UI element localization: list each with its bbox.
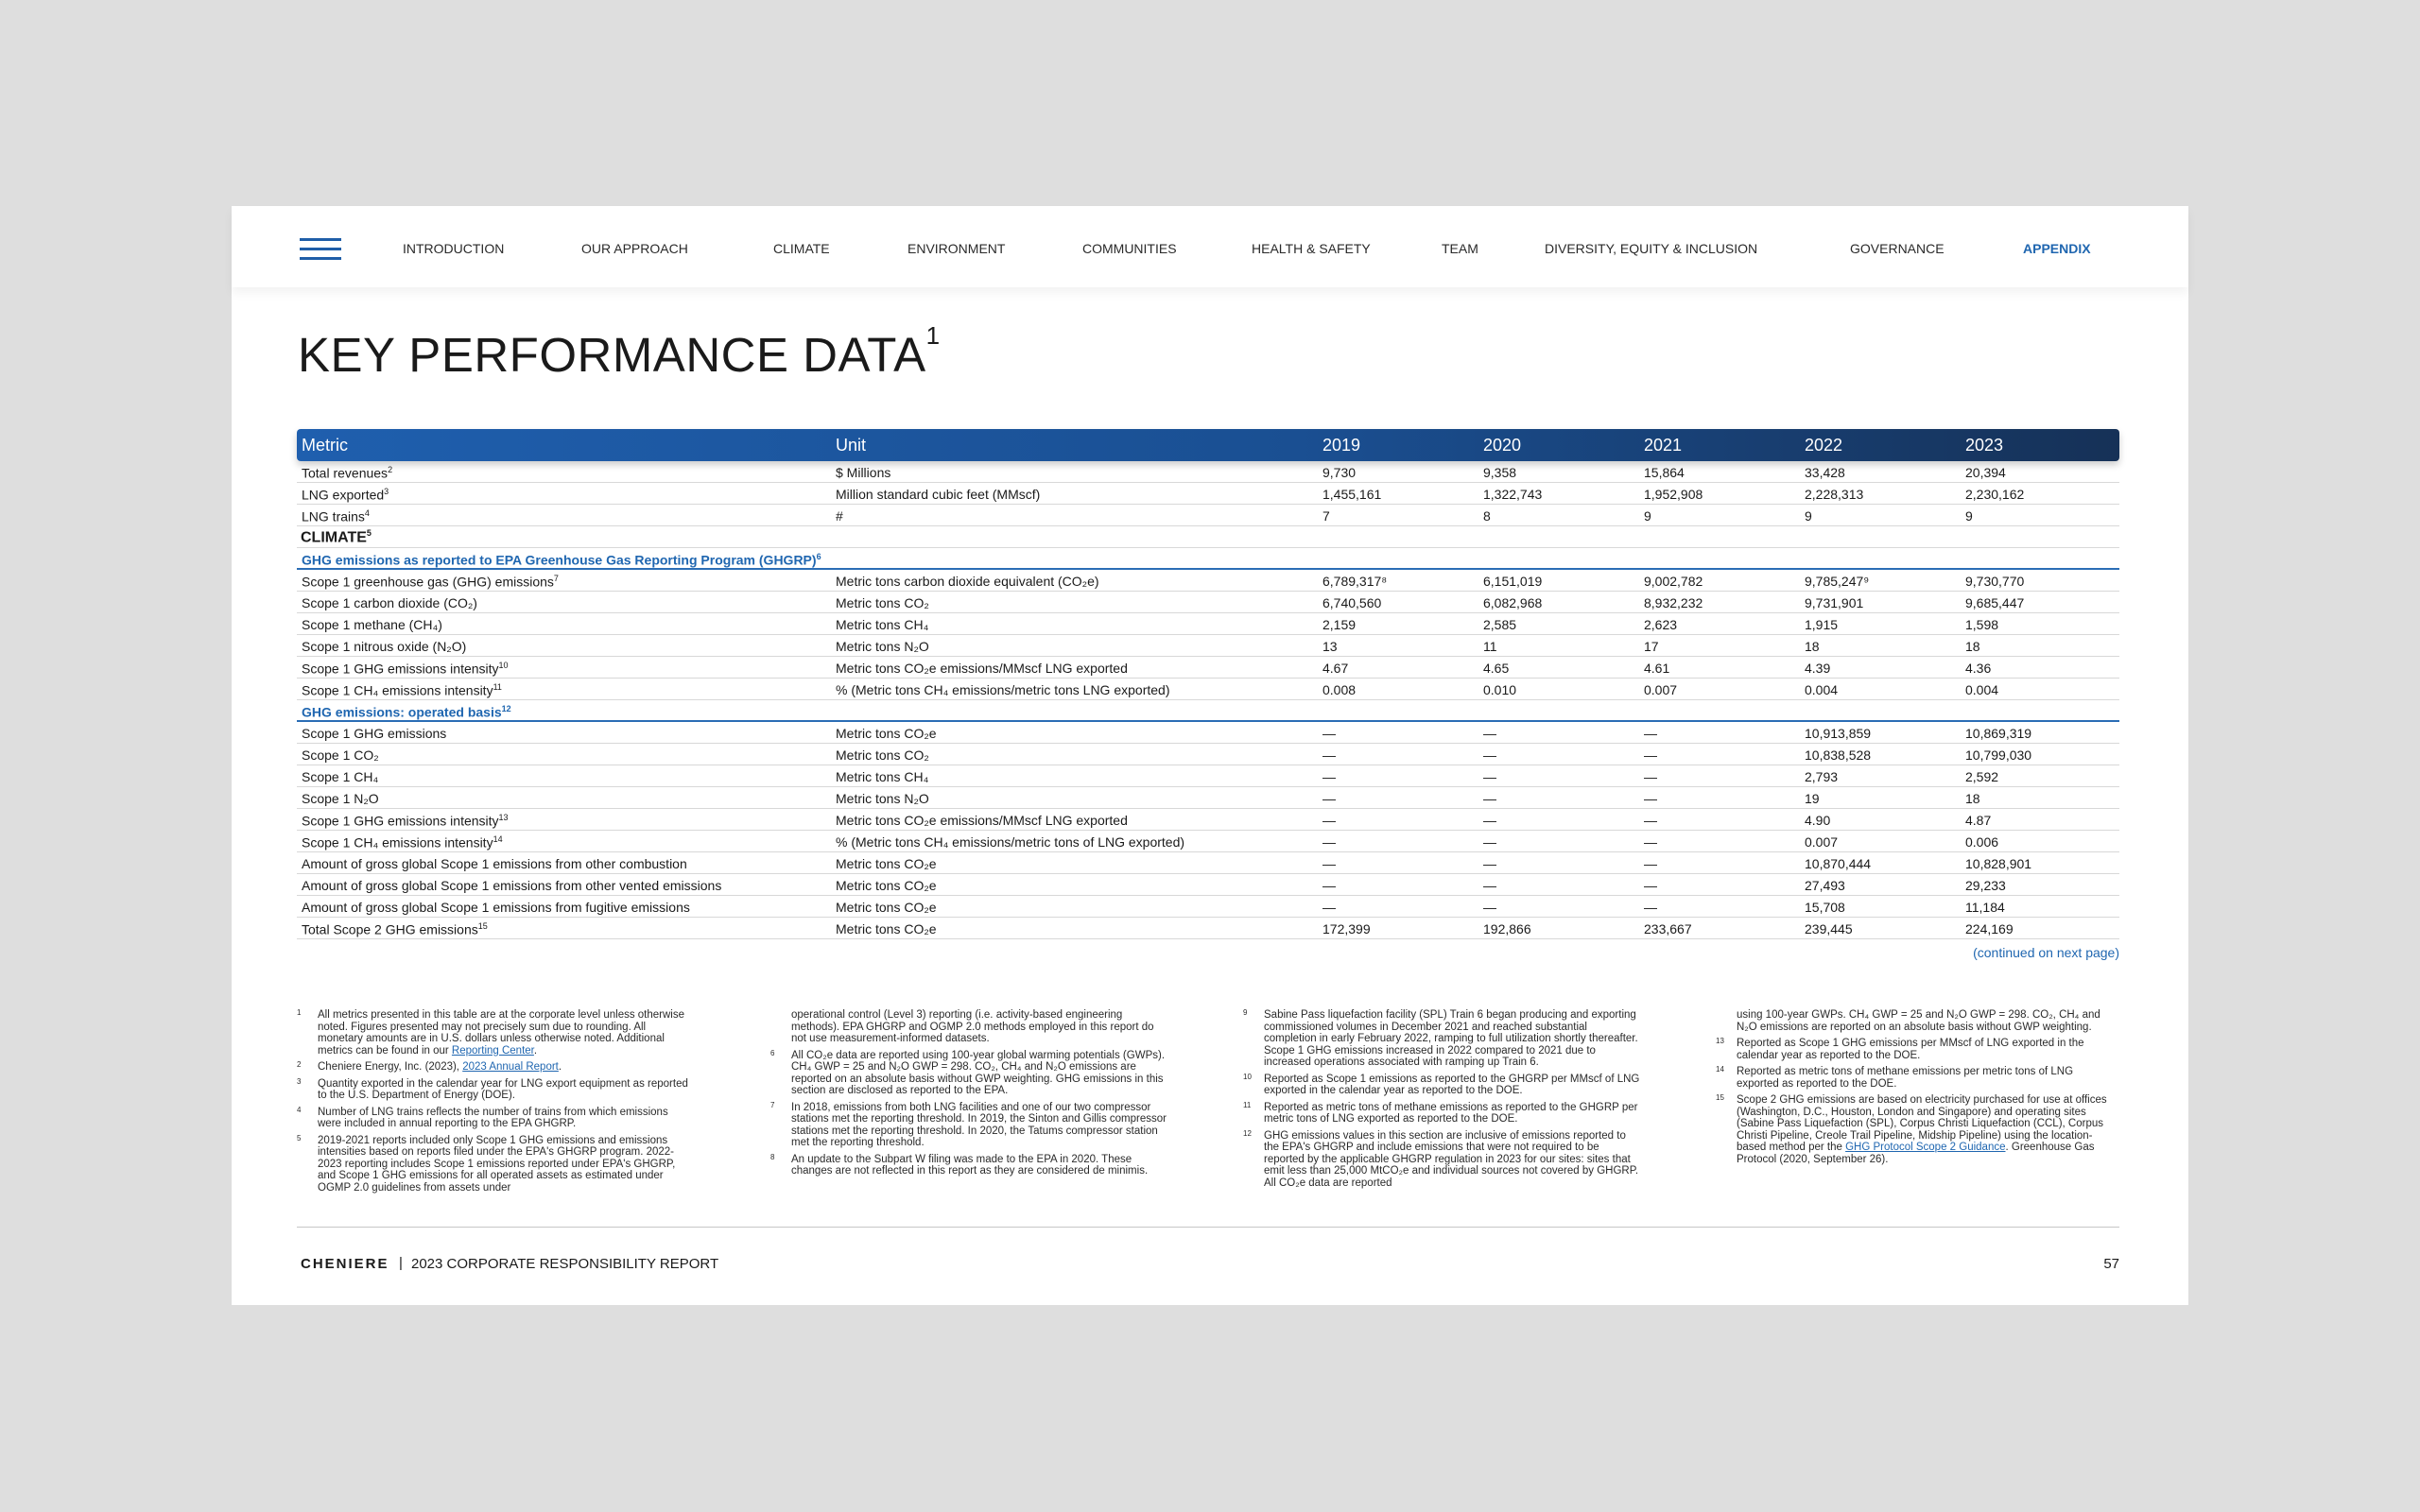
continued-note: (continued on next page) [1973,945,2119,960]
metric-cell [302,791,379,806]
footnote-text: Reported as Scope 1 GHG emissions per MMscf of LNG exported in the calendar year as reported to the DOE. [1737,1038,2084,1061]
metric-label: Amount of gross global Scope 1 emissions from other vented emissions [302,878,722,893]
value-cell: 6,740,560 [1322,595,1382,610]
value-cell: — [1322,747,1336,763]
page-title-footnote: 1 [925,321,941,350]
value-cell: 224,169 [1965,921,2014,936]
value-cell: — [1322,878,1336,893]
footnote [297,1107,694,1130]
metric-label: Total revenues [302,465,389,481]
value-cell: — [1644,726,1657,741]
value-cell: — [1322,791,1336,806]
value-cell: — [1322,769,1336,784]
nav-introduction[interactable]: INTRODUCTION [403,241,505,256]
value-cell: 11 [1483,639,1497,654]
value-cell: 9 [1805,508,1812,524]
subsection-ghgrp [297,548,2119,570]
nav-appendix[interactable]: APPENDIX [2023,241,2091,256]
value-cell: — [1644,856,1657,871]
footnote [770,1050,1167,1097]
metric-cell [302,682,502,698]
value-cell: — [1322,726,1336,741]
subsection-operated-basis [297,700,2119,722]
unit-cell: Metric tons CO₂e [836,900,937,915]
value-cell: 9 [1965,508,1973,524]
nav-our-approach[interactable]: OUR APPROACH [581,241,688,256]
table-row [297,483,2119,505]
table-row [297,657,2119,679]
value-cell: 13 [1322,639,1338,654]
metric-cell [302,617,442,632]
metric-label: LNG exported [302,487,385,503]
value-cell: 0.007 [1805,834,1839,850]
unit-cell: Metric tons CO₂e [836,878,937,893]
metric-footnote: 13 [498,813,509,822]
footnote-text: GHG emissions values in this section are inclusive of emissions reported to the EPA's GHGRP and include emissions that were not required to be reported by the applicable GHGRP regulation in 2023 for our sites: sites that emit less than 25,000 MtCO₂e and individual sources not covered by GHGRP. All CO₂e data are reported [1264,1129,1639,1189]
table-row [297,570,2119,592]
metric-cell [302,900,690,915]
footnote [297,1078,694,1102]
footnote [770,1154,1167,1177]
value-cell: — [1644,791,1657,806]
value-cell: — [1322,813,1336,828]
value-cell: 10,870,444 [1805,856,1872,871]
table-row [297,505,2119,526]
footnote-link[interactable]: Reporting Center [451,1044,534,1057]
footnote-number: 9 [1243,1008,1248,1017]
footnote-text: operational control (Level 3) reporting (i.e. activity-based engineering methods). EPA GHGRP and OGMP 2.0 methods employed in this report do not use measurement-informed datasets. [791,1009,1154,1044]
footnote [1716,1009,2113,1033]
metric-cell [302,878,721,893]
table-row [297,592,2119,613]
table-row [297,461,2119,483]
table-row [297,765,2119,787]
footer-separator: | [399,1255,403,1271]
footnote [770,1009,1167,1045]
value-cell: — [1483,769,1496,784]
value-cell: — [1644,769,1657,784]
value-cell: 6,082,968 [1483,595,1543,610]
value-cell: — [1644,813,1657,828]
footnotes-column-4 [1716,1009,2113,1170]
metric-label: Scope 1 GHG emissions [302,726,447,741]
footnote-number: 13 [1716,1037,1724,1045]
footnote-text: In 2018, emissions from both LNG facilities and one of our two compressor stations met the reporting threshold. In 2019, the Sinton and Gillis compressor stations met the reporting threshold. In 2020, the Tatums compressor station met the reporting threshold. [791,1101,1167,1148]
value-cell: — [1644,878,1657,893]
table-row [297,679,2119,700]
value-cell: — [1644,747,1657,763]
metric-cell [302,595,477,610]
table-row [297,831,2119,852]
footnote-text: Number of LNG trains reflects the number of trains from which emissions were included in annual reporting to the EPA GHGRP. [318,1106,668,1129]
value-cell: 10,838,528 [1805,747,1872,763]
unit-cell: Million standard cubic feet (MMscf) [836,487,1041,502]
footnote-text: An update to the Subpart W filing was made to the EPA in 2020. These changes are not reflected in this report as they are considered de minimis. [791,1153,1149,1177]
metric-cell [302,726,446,741]
metric-footnote: 4 [364,508,370,518]
table-row [297,635,2119,657]
value-cell: 2,623 [1644,617,1678,632]
footnote-text-end: . [533,1044,538,1057]
footnote-link[interactable]: GHG Protocol Scope 2 Guidance [1845,1142,2006,1153]
header-2020: 2020 [1483,436,1522,455]
value-cell: — [1483,856,1496,871]
metric-label: Scope 1 GHG emissions intensity [302,813,499,829]
value-cell: — [1483,878,1496,893]
metric-cell [302,769,378,784]
footnote [1716,1094,2113,1165]
footnote-number: 1 [297,1008,302,1017]
header-2021: 2021 [1644,436,1683,455]
section-climate [297,526,2119,548]
value-cell: — [1483,900,1496,915]
kpi-table [297,429,2119,964]
value-cell: 4.87 [1965,813,1992,828]
metric-footnote: 7 [553,574,559,583]
value-cell: — [1322,856,1336,871]
unit-cell: Metric tons carbon dioxide equivalent (CO₂e) [836,574,1099,589]
metric-cell [302,747,379,763]
section-title: CLIMATE [301,529,367,546]
metric-cell [302,465,392,481]
unit-cell: Metric tons CO₂e [836,726,937,741]
page-title [298,321,941,383]
footnote-link[interactable]: 2023 Annual Report [462,1061,559,1073]
footnotes-column-2 [770,1009,1167,1182]
footnote-number: 11 [1243,1100,1252,1109]
value-cell: 10,828,901 [1965,856,2032,871]
footnote-number: 5 [297,1133,302,1143]
value-cell: 19 [1805,791,1820,806]
footnote-number: 7 [770,1100,775,1109]
value-cell: 18 [1965,791,1980,806]
unit-cell: $ Millions [836,465,891,480]
report-name: 2023 CORPORATE RESPONSIBILITY REPORT [411,1256,719,1272]
top-rows [297,461,2119,526]
subsection-footnote: 12 [501,704,511,713]
value-cell: — [1483,834,1496,850]
footnote-number: 6 [770,1048,775,1057]
section-footnote: 5 [366,528,372,538]
nav-climate[interactable]: CLIMATE [773,241,830,256]
value-cell: 2,592 [1965,769,1999,784]
metric-cell [302,834,503,850]
unit-cell: Metric tons CO₂e [836,856,937,871]
metric-label: Scope 1 CH₄ emissions intensity [302,682,493,698]
footnote-text: Cheniere Energy, Inc. (2023), [318,1061,463,1073]
value-cell: — [1322,834,1336,850]
value-cell: — [1483,813,1496,828]
footer-divider [297,1227,2119,1228]
nav-environment[interactable]: ENVIRONMENT [908,241,1006,256]
value-cell: 18 [1965,639,1980,654]
metric-cell [302,574,559,590]
value-cell: 2,159 [1322,617,1357,632]
value-cell: 29,233 [1965,878,2006,893]
value-cell: 0.004 [1965,682,1999,697]
footnote-text: Reported as metric tons of methane emissions as reported to the GHGRP per metric tons of LNG exported as reported to the DOE. [1264,1101,1638,1125]
nav-governance[interactable]: GOVERNANCE [1850,241,1945,256]
metric-label: Scope 1 CH₄ [302,769,379,784]
nav-diversity-equity-inclusion[interactable]: DIVERSITY, EQUITY & INCLUSION [1545,241,1758,256]
metric-cell [302,661,509,677]
unit-cell: % (Metric tons CH₄ emissions/metric tons of LNG exported) [836,834,1185,850]
value-cell: 9,685,447 [1965,595,2025,610]
value-cell: 2,793 [1805,769,1839,784]
unit-cell: Metric tons CH₄ [836,769,929,784]
footnote-text: 2019-2021 reports included only Scope 1 GHG emissions and emissions intensities based on reports filed under the EPA's GHGRP program. 2022-2023 reporting includes Scope 1 emissions reported under EPA's GHGRP, and Scope 1 GHG emissions for all operated assets as estimated under OGMP 2.0 guidelines from assets under [318,1134,676,1194]
table-row [297,809,2119,831]
ghgrp-rows [297,570,2119,700]
footnote-text: All metrics presented in this table are at the corporate level unless otherwise noted. Figures presented may not precisely sum due to rounding. All monetary amounts are in U.S. dollars unless otherwise noted. Additional metrics can be found in our [318,1009,685,1057]
value-cell: 8 [1483,508,1491,524]
value-cell: 0.004 [1805,682,1839,697]
unit-cell: Metric tons CO₂ [836,747,929,763]
footnote [1243,1074,1640,1097]
value-cell: 20,394 [1965,465,2006,480]
value-cell: 192,866 [1483,921,1531,936]
value-cell: 172,399 [1322,921,1371,936]
value-cell: 33,428 [1805,465,1845,480]
value-cell: 17 [1644,639,1659,654]
value-cell: 2,230,162 [1965,487,2025,502]
report-page [232,206,2188,1305]
value-cell: 6,151,019 [1483,574,1543,589]
value-cell: 1,598 [1965,617,1999,632]
footnote-number: 14 [1716,1065,1724,1074]
footnote-number: 2 [297,1060,302,1069]
value-cell: 9 [1644,508,1651,524]
footnote-text-end: . [558,1061,562,1073]
table-row [297,722,2119,744]
table-header [297,429,2119,461]
metric-label: Scope 1 GHG emissions intensity [302,661,499,677]
value-cell: 4.90 [1805,813,1831,828]
metric-label: Total Scope 2 GHG emissions [302,921,478,937]
value-cell: 9,730 [1322,465,1357,480]
value-cell: — [1483,726,1496,741]
value-cell: 9,002,782 [1644,574,1703,589]
value-cell: 4.67 [1322,661,1349,676]
value-cell: 10,869,319 [1965,726,2032,741]
footnote [1716,1066,2113,1090]
table-row [297,896,2119,918]
footnote-text: Scope 2 GHG emissions are based on electricity purchased for use at offices (Washington, D.C., Houston, London and Singapore) and operating sites (Sabine Pass Liquefaction (SPL), Corpus Christi Liquefaction (CCL), Corpus Christi Pipeline, Creole Trail Pipeline, Midship Pipeline) using the location-based method per the [1737,1094,2107,1153]
metric-cell [302,856,687,871]
value-cell: 8,932,232 [1644,595,1703,610]
unit-cell: Metric tons CO₂e emissions/MMscf LNG exported [836,813,1128,828]
value-cell: 6,789,317⁸ [1322,574,1388,589]
table-row [297,874,2119,896]
page-title-text: KEY PERFORMANCE DATA [298,328,926,382]
footnote [1243,1130,1640,1190]
unit-cell: Metric tons CO₂ [836,595,929,610]
page-number: 57 [2103,1256,2119,1272]
table-row [297,613,2119,635]
metric-label: Scope 1 nitrous oxide (N₂O) [302,639,467,654]
metric-label: Scope 1 carbon dioxide (CO₂) [302,595,477,610]
top-navigation [232,206,2188,287]
subsection-title: GHG emissions: operated basis [302,704,502,720]
footnote-text: All CO₂e data are reported using 100-year global warming potentials (GWPs). CH₄ GWP = 25 and N₂O GWP = 298. CO₂, CH₄ and N₂O emissions are reported on an absolute basis without GWP weighting. GHG emissions in this section are disclosed as reported to the EPA. [791,1049,1166,1096]
footnote-text: Quantity exported in the calendar year for LNG export equipment as reported to the U.S. Department of Energy (DOE). [318,1077,688,1101]
nav-health-safety[interactable]: HEALTH & SAFETY [1252,241,1371,256]
value-cell: 1,915 [1805,617,1839,632]
value-cell: 9,730,770 [1965,574,2025,589]
subsection-title: GHG emissions as reported to EPA Greenhouse Gas Reporting Program (GHGRP) [302,552,817,568]
metric-cell [302,813,509,829]
value-cell: 233,667 [1644,921,1692,936]
metric-label: Scope 1 CH₄ emissions intensity [302,834,493,850]
value-cell: 11,184 [1965,900,2005,915]
value-cell: — [1644,900,1657,915]
unit-cell: Metric tons N₂O [836,639,929,654]
value-cell: — [1483,747,1496,763]
metric-label: Scope 1 methane (CH₄) [302,617,442,632]
value-cell: 239,445 [1805,921,1853,936]
hamburger-menu-icon[interactable] [300,238,341,263]
footnote [770,1102,1167,1149]
value-cell: 15,708 [1805,900,1845,915]
value-cell: 9,785,247⁹ [1805,574,1870,589]
value-cell: 4.36 [1965,661,1992,676]
footnote-text: using 100-year GWPs. CH₄ GWP = 25 and N₂O GWP = 298. CO₂, CH₄ and N₂O emissions are reported on an absolute basis without GWP weighting. [1737,1009,2100,1033]
metric-label: Amount of gross global Scope 1 emissions from fugitive emissions [302,900,690,915]
footnote [1243,1009,1640,1069]
value-cell: 1,952,908 [1644,487,1703,502]
unit-cell: Metric tons CO₂e emissions/MMscf LNG exported [836,661,1128,676]
value-cell: 2,228,313 [1805,487,1864,502]
table-row [297,918,2119,939]
footnote-text: Reported as Scope 1 emissions as reported to the GHGRP per MMscf of LNG exported in the calendar year as reported to the DOE. [1264,1073,1640,1096]
metric-cell [302,487,389,503]
value-cell: 9,358 [1483,465,1517,480]
header-2022: 2022 [1805,436,1843,455]
footnotes-column-3 [1243,1009,1640,1194]
unit-cell: Metric tons CH₄ [836,617,929,632]
value-cell: 15,864 [1644,465,1685,480]
metric-footnote: 10 [498,661,509,670]
footnote [297,1061,694,1074]
metric-footnote: 14 [493,834,503,844]
footnote [1243,1102,1640,1125]
metric-label: Scope 1 greenhouse gas (GHG) emissions [302,574,554,590]
metric-label: Scope 1 CO₂ [302,747,379,763]
value-cell: 10,799,030 [1965,747,2032,763]
value-cell: 0.008 [1322,682,1357,697]
brand-logo: CHENIERE [301,1256,389,1272]
metric-label: Scope 1 N₂O [302,791,379,806]
footnote-number: 3 [297,1076,302,1086]
metric-cell [302,508,370,524]
metric-label: LNG trains [302,508,365,524]
metric-footnote: 3 [384,487,389,496]
value-cell: 10,913,859 [1805,726,1872,741]
value-cell: — [1644,834,1657,850]
subsection-footnote: 6 [816,552,821,561]
nav-communities[interactable]: COMMUNITIES [1082,241,1177,256]
value-cell: 4.61 [1644,661,1670,676]
unit-cell: Metric tons N₂O [836,791,929,806]
value-cell: 1,455,161 [1322,487,1382,502]
metric-cell [302,921,488,937]
nav-team[interactable]: TEAM [1442,241,1478,256]
metric-footnote: 11 [493,682,502,692]
value-cell: 1,322,743 [1483,487,1543,502]
unit-cell: Metric tons CO₂e [836,921,937,936]
footnote-text: Sabine Pass liquefaction facility (SPL) Train 6 began producing and exporting commissioned volumes in December 2021 and reached substantial completion in early February 2022, ramping to full utilization shortly thereafter. Scope 1 GHG emissions increased in 2022 compared to 2021 due to increased operations associated with ramping up Train 6. [1264,1009,1638,1068]
table-row [297,744,2119,765]
value-cell: 27,493 [1805,878,1845,893]
value-cell: — [1322,900,1336,915]
footnote-number: 4 [297,1105,302,1114]
unit-cell: # [836,508,843,524]
footnote-number: 10 [1243,1072,1252,1081]
metric-label: Amount of gross global Scope 1 emissions from other combustion [302,856,687,871]
footnote-number: 8 [770,1152,775,1161]
footnote-number: 12 [1243,1128,1252,1138]
header-metric: Metric [302,436,348,455]
value-cell: 0.010 [1483,682,1517,697]
value-cell: 4.65 [1483,661,1510,676]
footnote-number: 15 [1716,1093,1724,1102]
value-cell: 2,585 [1483,617,1517,632]
footnote-text: Reported as metric tons of methane emissions per metric tons of LNG exported as reported to the DOE. [1737,1066,2074,1090]
operated-basis-rows [297,722,2119,939]
value-cell: — [1483,791,1496,806]
metric-footnote: 2 [388,465,393,474]
header-2019: 2019 [1322,436,1361,455]
value-cell: 4.39 [1805,661,1831,676]
metric-footnote: 15 [477,921,488,931]
footnote [1716,1038,2113,1061]
value-cell: 9,731,901 [1805,595,1864,610]
value-cell: 0.006 [1965,834,1999,850]
value-cell: 0.007 [1644,682,1678,697]
header-unit: Unit [836,436,867,455]
footnote [297,1009,694,1057]
value-cell: 18 [1805,639,1820,654]
value-cell: 7 [1322,508,1330,524]
footnote [297,1135,694,1194]
table-row [297,852,2119,874]
metric-cell [302,639,466,654]
header-2023: 2023 [1965,436,2004,455]
footnote-text-end: . Greenhouse Gas Protocol (2020, September 26). [1737,1142,2095,1165]
unit-cell: % (Metric tons CH₄ emissions/metric tons LNG exported) [836,682,1170,697]
footnotes-column-1 [297,1009,694,1198]
table-row [297,787,2119,809]
